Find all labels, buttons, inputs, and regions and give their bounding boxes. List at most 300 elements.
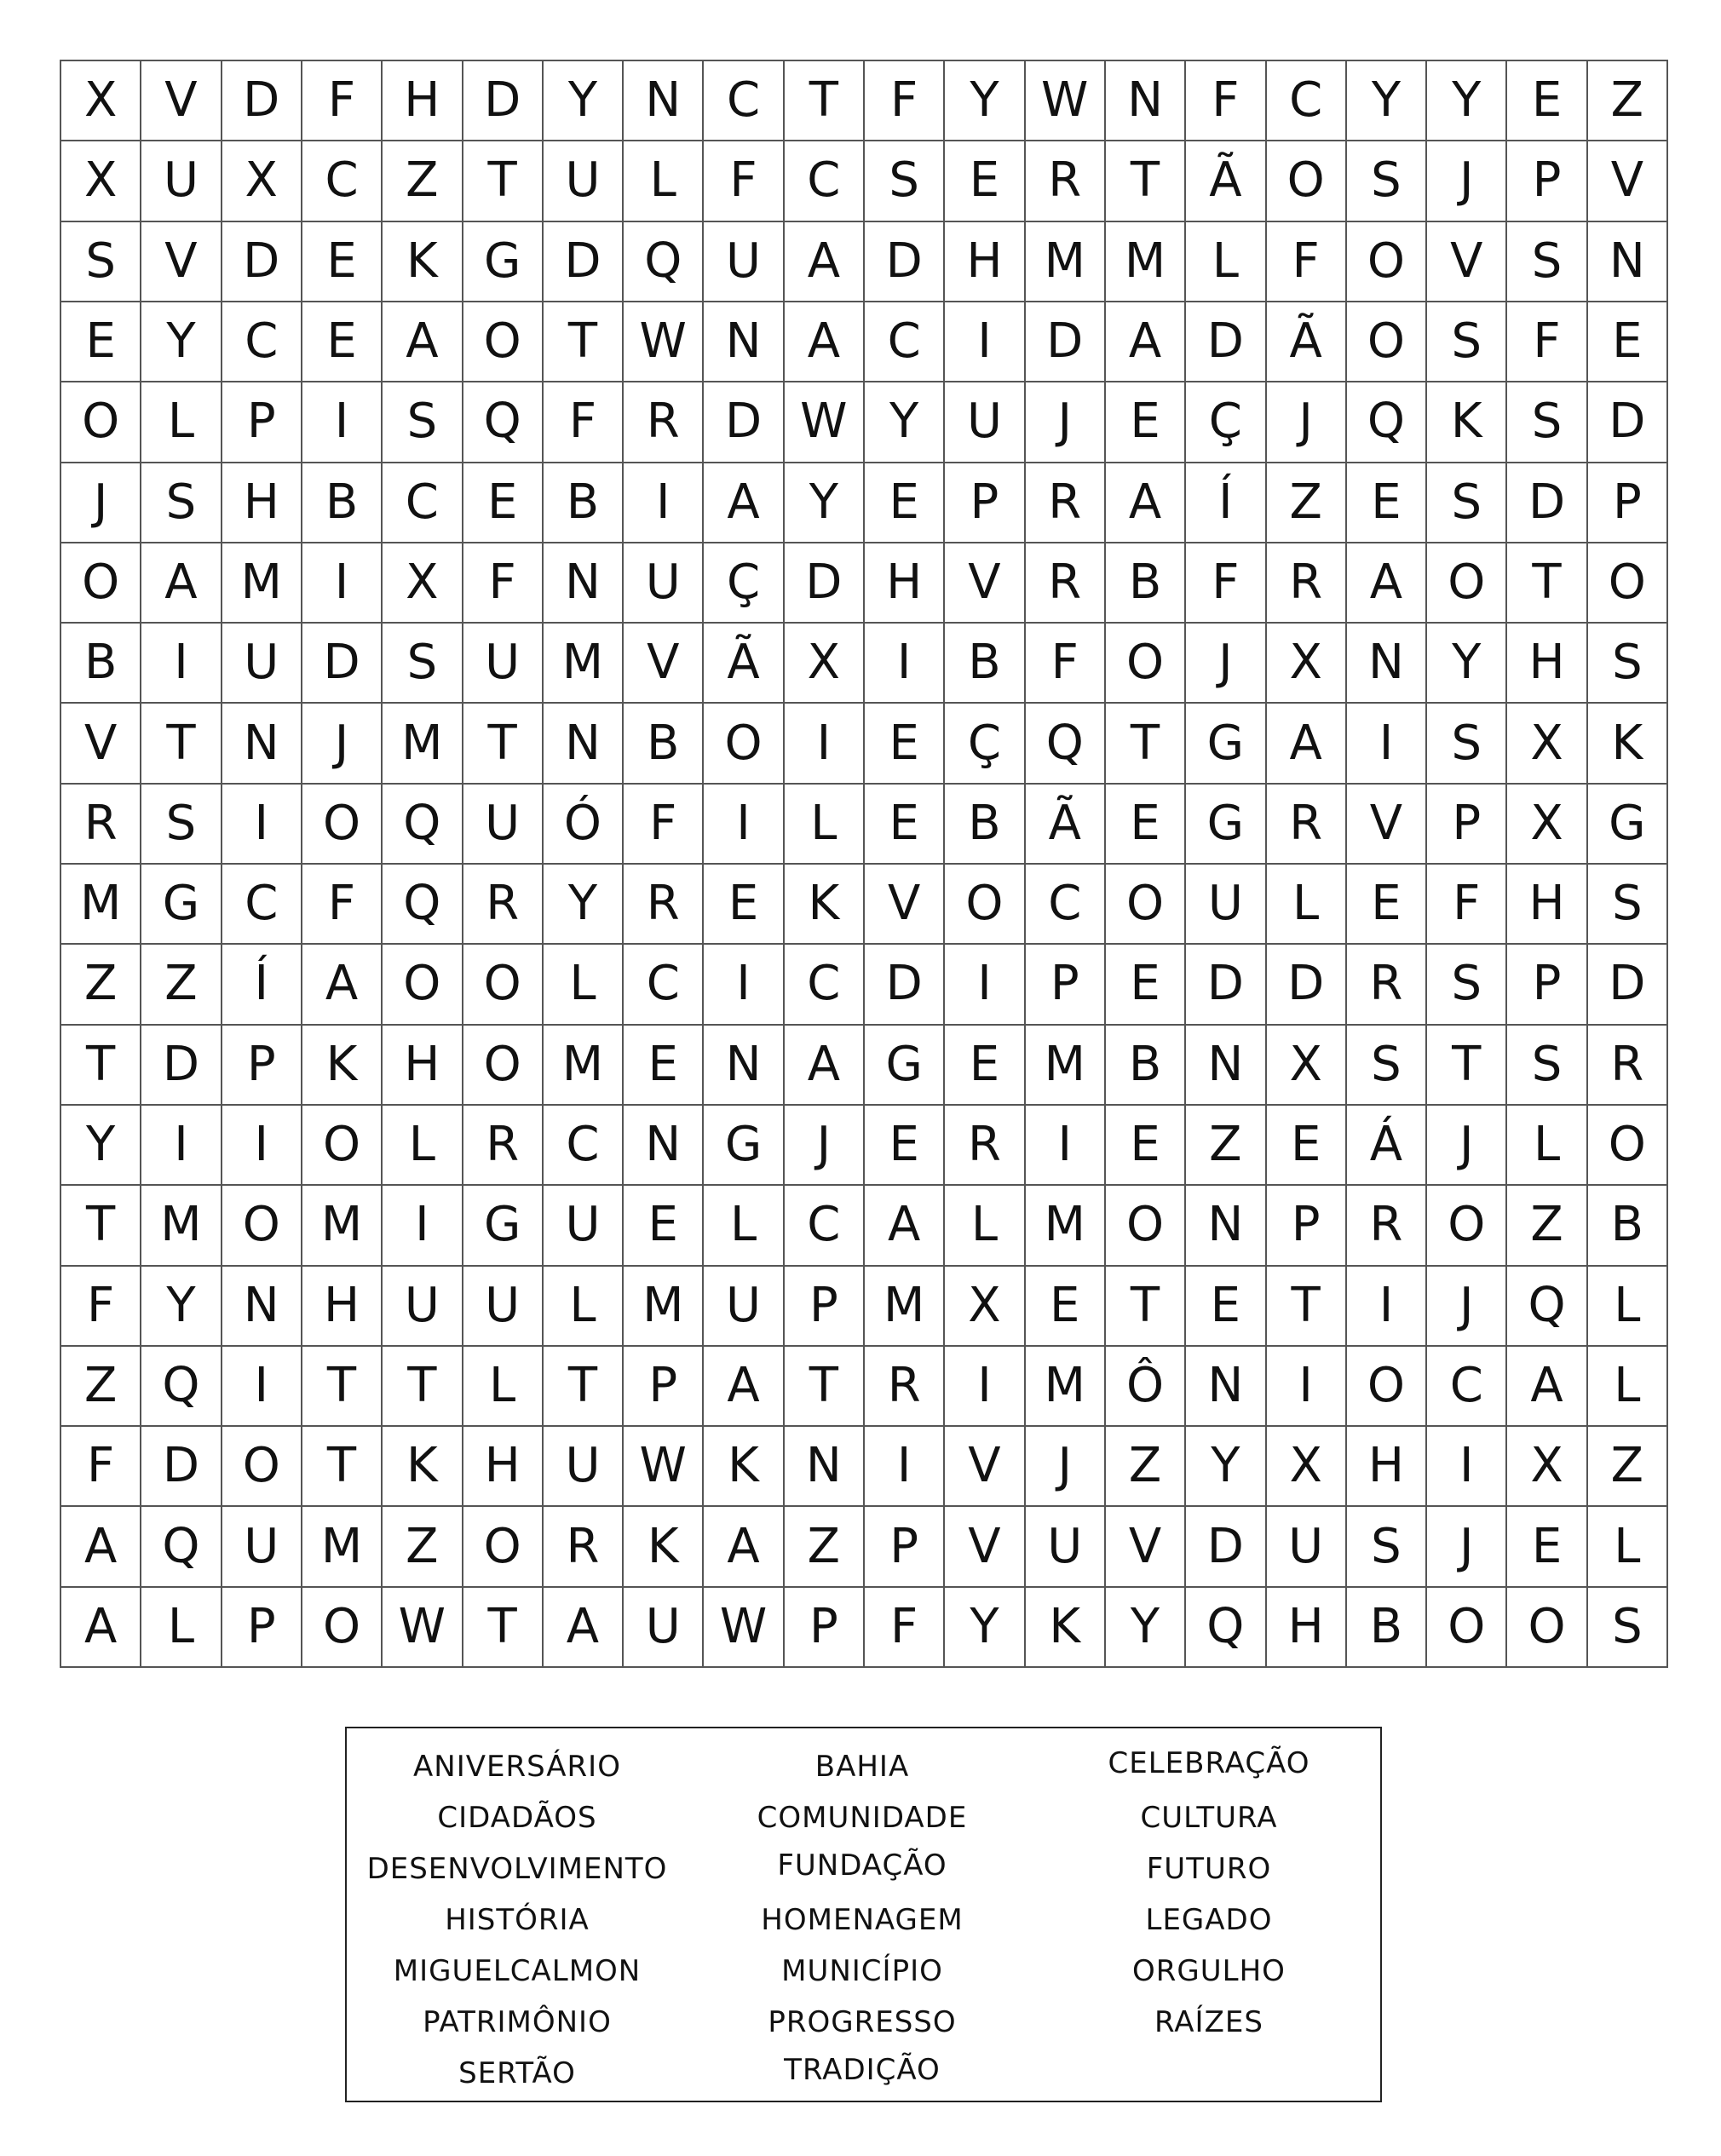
grid-cell[interactable]: N <box>785 1427 865 1507</box>
grid-cell[interactable]: M <box>383 704 463 784</box>
grid-cell[interactable]: T <box>785 61 865 141</box>
grid-cell[interactable]: E <box>302 222 383 302</box>
grid-cell[interactable]: C <box>785 945 865 1025</box>
grid-cell[interactable]: I <box>141 1106 222 1186</box>
grid-cell[interactable]: Q <box>141 1347 222 1427</box>
grid-cell[interactable]: D <box>1186 302 1266 382</box>
grid-cell[interactable]: S <box>141 785 222 865</box>
grid-cell[interactable]: N <box>222 1267 302 1347</box>
grid-cell[interactable]: P <box>1427 785 1507 865</box>
grid-cell[interactable]: Z <box>1588 1427 1668 1507</box>
grid-cell[interactable]: C <box>383 463 463 543</box>
grid-cell[interactable]: L <box>945 1186 1025 1266</box>
grid-cell[interactable]: L <box>544 1267 624 1347</box>
grid-cell[interactable]: R <box>1026 141 1106 221</box>
grid-cell[interactable]: U <box>544 1186 624 1266</box>
grid-cell[interactable]: Z <box>383 1507 463 1587</box>
grid-cell[interactable]: M <box>141 1186 222 1266</box>
grid-cell[interactable]: U <box>704 1267 784 1347</box>
grid-cell[interactable]: Ç <box>945 704 1025 784</box>
grid-cell[interactable]: P <box>222 382 302 463</box>
grid-cell[interactable]: O <box>383 945 463 1025</box>
grid-cell[interactable]: R <box>61 785 141 865</box>
grid-cell[interactable]: P <box>1588 463 1668 543</box>
grid-cell[interactable]: I <box>785 704 865 784</box>
grid-cell[interactable]: P <box>945 463 1025 543</box>
grid-cell[interactable]: C <box>1267 61 1347 141</box>
grid-cell[interactable]: A <box>302 945 383 1025</box>
grid-cell[interactable]: J <box>1427 1106 1507 1186</box>
grid-cell[interactable]: C <box>704 61 784 141</box>
grid-cell[interactable]: E <box>1507 1507 1587 1587</box>
grid-cell[interactable]: G <box>463 1186 544 1266</box>
grid-cell[interactable]: K <box>302 1026 383 1106</box>
grid-cell[interactable]: G <box>1186 704 1266 784</box>
grid-cell[interactable]: N <box>1588 222 1668 302</box>
grid-cell[interactable]: H <box>1267 1588 1347 1668</box>
grid-cell[interactable]: V <box>1106 1507 1186 1587</box>
grid-cell[interactable]: H <box>1347 1427 1427 1507</box>
grid-cell[interactable]: U <box>222 624 302 704</box>
grid-cell[interactable]: M <box>302 1186 383 1266</box>
grid-cell[interactable]: U <box>624 1588 704 1668</box>
grid-cell[interactable]: R <box>1267 543 1347 624</box>
grid-cell[interactable]: T <box>463 704 544 784</box>
grid-cell[interactable]: V <box>1347 785 1427 865</box>
grid-cell[interactable]: K <box>383 222 463 302</box>
grid-cell[interactable]: N <box>222 704 302 784</box>
grid-cell[interactable]: R <box>1026 463 1106 543</box>
grid-cell[interactable]: N <box>704 1026 784 1106</box>
grid-cell[interactable]: D <box>1588 382 1668 463</box>
grid-cell[interactable]: N <box>704 302 784 382</box>
grid-cell[interactable]: J <box>61 463 141 543</box>
grid-cell[interactable]: T <box>61 1026 141 1106</box>
grid-cell[interactable]: N <box>1186 1026 1266 1106</box>
grid-cell[interactable]: L <box>704 1186 784 1266</box>
grid-cell[interactable]: Y <box>61 1106 141 1186</box>
grid-cell[interactable]: E <box>1026 1267 1106 1347</box>
grid-cell[interactable]: O <box>61 543 141 624</box>
grid-cell[interactable]: O <box>463 945 544 1025</box>
grid-cell[interactable]: D <box>865 222 945 302</box>
grid-cell[interactable]: A <box>61 1507 141 1587</box>
grid-cell[interactable]: F <box>1507 302 1587 382</box>
grid-cell[interactable]: Y <box>945 61 1025 141</box>
grid-cell[interactable]: C <box>222 302 302 382</box>
grid-cell[interactable]: V <box>945 1507 1025 1587</box>
grid-cell[interactable]: N <box>1186 1186 1266 1266</box>
grid-cell[interactable]: P <box>865 1507 945 1587</box>
grid-cell[interactable]: B <box>544 463 624 543</box>
grid-cell[interactable]: S <box>1347 1026 1427 1106</box>
grid-cell[interactable]: C <box>865 302 945 382</box>
grid-cell[interactable]: D <box>1186 945 1266 1025</box>
grid-cell[interactable]: M <box>222 543 302 624</box>
grid-cell[interactable]: F <box>463 543 544 624</box>
grid-cell[interactable]: I <box>1347 1267 1427 1347</box>
grid-cell[interactable]: Z <box>61 1347 141 1427</box>
grid-cell[interactable]: G <box>704 1106 784 1186</box>
grid-cell[interactable]: E <box>865 785 945 865</box>
grid-cell[interactable]: J <box>1427 141 1507 221</box>
grid-cell[interactable]: O <box>1106 624 1186 704</box>
grid-cell[interactable]: S <box>1427 463 1507 543</box>
grid-cell[interactable]: E <box>865 704 945 784</box>
grid-cell[interactable]: U <box>945 382 1025 463</box>
grid-cell[interactable]: E <box>704 865 784 945</box>
grid-cell[interactable]: L <box>1588 1267 1668 1347</box>
grid-cell[interactable]: O <box>1106 1186 1186 1266</box>
grid-cell[interactable]: Z <box>785 1507 865 1587</box>
grid-cell[interactable]: I <box>383 1186 463 1266</box>
grid-cell[interactable]: A <box>1106 463 1186 543</box>
grid-cell[interactable]: J <box>1026 1427 1106 1507</box>
grid-cell[interactable]: M <box>1106 222 1186 302</box>
grid-cell[interactable]: L <box>463 1347 544 1427</box>
grid-cell[interactable]: K <box>383 1427 463 1507</box>
grid-cell[interactable]: C <box>222 865 302 945</box>
grid-cell[interactable]: A <box>704 1347 784 1427</box>
grid-cell[interactable]: A <box>61 1588 141 1668</box>
grid-cell[interactable]: X <box>1507 1427 1587 1507</box>
grid-cell[interactable]: E <box>865 463 945 543</box>
grid-cell[interactable]: I <box>624 463 704 543</box>
grid-cell[interactable]: S <box>1427 704 1507 784</box>
grid-cell[interactable]: J <box>1427 1507 1507 1587</box>
grid-cell[interactable]: T <box>463 141 544 221</box>
grid-cell[interactable]: T <box>383 1347 463 1427</box>
grid-cell[interactable]: O <box>1427 543 1507 624</box>
grid-cell[interactable]: A <box>785 222 865 302</box>
grid-cell[interactable]: Ã <box>704 624 784 704</box>
grid-cell[interactable]: S <box>1507 222 1587 302</box>
grid-cell[interactable]: C <box>1427 1347 1507 1427</box>
grid-cell[interactable]: F <box>61 1267 141 1347</box>
grid-cell[interactable]: J <box>1026 382 1106 463</box>
grid-cell[interactable]: E <box>624 1026 704 1106</box>
grid-cell[interactable]: Z <box>1106 1427 1186 1507</box>
grid-cell[interactable]: E <box>1347 463 1427 543</box>
grid-cell[interactable]: F <box>1427 865 1507 945</box>
grid-cell[interactable]: V <box>141 222 222 302</box>
grid-cell[interactable]: F <box>624 785 704 865</box>
grid-cell[interactable]: V <box>945 543 1025 624</box>
grid-cell[interactable]: D <box>704 382 784 463</box>
grid-cell[interactable]: Q <box>624 222 704 302</box>
grid-cell[interactable]: S <box>1427 945 1507 1025</box>
grid-cell[interactable]: A <box>785 1026 865 1106</box>
grid-cell[interactable]: D <box>1026 302 1106 382</box>
grid-cell[interactable]: I <box>141 624 222 704</box>
grid-cell[interactable]: S <box>865 141 945 221</box>
grid-cell[interactable]: A <box>1347 543 1427 624</box>
grid-cell[interactable]: K <box>1026 1588 1106 1668</box>
grid-cell[interactable]: Z <box>1507 1186 1587 1266</box>
grid-cell[interactable]: V <box>1427 222 1507 302</box>
grid-cell[interactable]: P <box>1026 945 1106 1025</box>
grid-cell[interactable]: Q <box>383 785 463 865</box>
grid-cell[interactable]: S <box>61 222 141 302</box>
grid-cell[interactable]: T <box>544 1347 624 1427</box>
grid-cell[interactable]: F <box>1186 61 1266 141</box>
grid-cell[interactable]: W <box>624 1427 704 1507</box>
grid-cell[interactable]: U <box>544 141 624 221</box>
grid-cell[interactable]: Q <box>463 382 544 463</box>
grid-cell[interactable]: X <box>383 543 463 624</box>
grid-cell[interactable]: E <box>1106 382 1186 463</box>
grid-cell[interactable]: F <box>1026 624 1106 704</box>
grid-cell[interactable]: P <box>1507 945 1587 1025</box>
grid-cell[interactable]: I <box>222 785 302 865</box>
grid-cell[interactable]: S <box>1347 1507 1427 1587</box>
grid-cell[interactable]: F <box>302 865 383 945</box>
grid-cell[interactable]: T <box>544 302 624 382</box>
grid-cell[interactable]: D <box>463 61 544 141</box>
grid-cell[interactable]: P <box>222 1026 302 1106</box>
grid-cell[interactable]: I <box>302 543 383 624</box>
grid-cell[interactable]: H <box>463 1427 544 1507</box>
grid-cell[interactable]: P <box>785 1588 865 1668</box>
grid-cell[interactable]: D <box>302 624 383 704</box>
grid-cell[interactable]: W <box>624 302 704 382</box>
grid-cell[interactable]: E <box>1507 61 1587 141</box>
grid-cell[interactable]: H <box>222 463 302 543</box>
grid-cell[interactable]: F <box>544 382 624 463</box>
grid-cell[interactable]: Ç <box>1186 382 1266 463</box>
grid-cell[interactable]: Q <box>383 865 463 945</box>
grid-cell[interactable]: I <box>1427 1427 1507 1507</box>
grid-cell[interactable]: O <box>302 785 383 865</box>
grid-cell[interactable]: Á <box>1347 1106 1427 1186</box>
grid-cell[interactable]: T <box>1106 141 1186 221</box>
grid-cell[interactable]: G <box>463 222 544 302</box>
grid-cell[interactable]: F <box>302 61 383 141</box>
grid-cell[interactable]: E <box>61 302 141 382</box>
grid-cell[interactable]: A <box>785 302 865 382</box>
grid-cell[interactable]: W <box>1026 61 1106 141</box>
grid-cell[interactable]: X <box>945 1267 1025 1347</box>
grid-cell[interactable]: O <box>704 704 784 784</box>
grid-cell[interactable]: D <box>141 1427 222 1507</box>
grid-cell[interactable]: U <box>624 543 704 624</box>
grid-cell[interactable]: A <box>1507 1347 1587 1427</box>
grid-cell[interactable]: H <box>383 61 463 141</box>
grid-cell[interactable]: C <box>785 141 865 221</box>
grid-cell[interactable]: Q <box>1186 1588 1266 1668</box>
grid-cell[interactable]: T <box>1267 1267 1347 1347</box>
grid-cell[interactable]: N <box>1186 1347 1266 1427</box>
grid-cell[interactable]: J <box>1186 624 1266 704</box>
grid-cell[interactable]: R <box>1347 1186 1427 1266</box>
grid-cell[interactable]: V <box>624 624 704 704</box>
grid-cell[interactable]: Ã <box>1267 302 1347 382</box>
grid-cell[interactable]: I <box>865 624 945 704</box>
grid-cell[interactable]: M <box>624 1267 704 1347</box>
grid-cell[interactable]: D <box>222 222 302 302</box>
grid-cell[interactable]: D <box>544 222 624 302</box>
grid-cell[interactable]: T <box>785 1347 865 1427</box>
grid-cell[interactable]: B <box>61 624 141 704</box>
grid-cell[interactable]: R <box>945 1106 1025 1186</box>
grid-cell[interactable]: S <box>1347 141 1427 221</box>
grid-cell[interactable]: T <box>463 1588 544 1668</box>
grid-cell[interactable]: G <box>1186 785 1266 865</box>
grid-cell[interactable]: O <box>302 1588 383 1668</box>
grid-cell[interactable]: Q <box>1347 382 1427 463</box>
grid-cell[interactable]: E <box>1106 1106 1186 1186</box>
grid-cell[interactable]: R <box>1267 785 1347 865</box>
grid-cell[interactable]: R <box>463 865 544 945</box>
grid-cell[interactable]: N <box>544 543 624 624</box>
grid-cell[interactable]: A <box>383 302 463 382</box>
grid-cell[interactable]: T <box>141 704 222 784</box>
grid-cell[interactable]: K <box>624 1507 704 1587</box>
grid-cell[interactable]: E <box>1186 1267 1266 1347</box>
grid-cell[interactable]: V <box>61 704 141 784</box>
grid-cell[interactable]: O <box>222 1186 302 1266</box>
grid-cell[interactable]: M <box>1026 222 1106 302</box>
grid-cell[interactable]: Y <box>1347 61 1427 141</box>
grid-cell[interactable]: R <box>1588 1026 1668 1106</box>
grid-cell[interactable]: I <box>1267 1347 1347 1427</box>
grid-cell[interactable]: Z <box>1588 61 1668 141</box>
grid-cell[interactable]: V <box>945 1427 1025 1507</box>
grid-cell[interactable]: J <box>1267 382 1347 463</box>
grid-cell[interactable]: C <box>785 1186 865 1266</box>
grid-cell[interactable]: L <box>141 382 222 463</box>
grid-cell[interactable]: E <box>865 1106 945 1186</box>
grid-cell[interactable]: D <box>1267 945 1347 1025</box>
grid-cell[interactable]: Y <box>1106 1588 1186 1668</box>
grid-cell[interactable]: D <box>141 1026 222 1106</box>
grid-cell[interactable]: E <box>1588 302 1668 382</box>
grid-cell[interactable]: X <box>61 141 141 221</box>
grid-cell[interactable]: X <box>785 624 865 704</box>
grid-cell[interactable]: O <box>1347 1347 1427 1427</box>
grid-cell[interactable]: L <box>1588 1507 1668 1587</box>
grid-cell[interactable]: I <box>865 1427 945 1507</box>
grid-cell[interactable]: E <box>1106 945 1186 1025</box>
grid-cell[interactable]: O <box>945 865 1025 945</box>
grid-cell[interactable]: Z <box>1186 1106 1266 1186</box>
grid-cell[interactable]: E <box>302 302 383 382</box>
grid-cell[interactable]: S <box>1588 624 1668 704</box>
grid-cell[interactable]: K <box>1427 382 1507 463</box>
grid-cell[interactable]: Q <box>1507 1267 1587 1347</box>
grid-cell[interactable]: O <box>1588 543 1668 624</box>
grid-cell[interactable]: O <box>1347 302 1427 382</box>
grid-cell[interactable]: A <box>704 1507 784 1587</box>
grid-cell[interactable]: O <box>1347 222 1427 302</box>
grid-cell[interactable]: D <box>1588 945 1668 1025</box>
grid-cell[interactable]: X <box>1507 785 1587 865</box>
grid-cell[interactable]: Ã <box>1186 141 1266 221</box>
grid-cell[interactable]: D <box>1507 463 1587 543</box>
grid-cell[interactable]: I <box>302 382 383 463</box>
grid-cell[interactable]: B <box>1347 1588 1427 1668</box>
grid-cell[interactable]: E <box>1267 1106 1347 1186</box>
grid-cell[interactable]: Y <box>1427 61 1507 141</box>
grid-cell[interactable]: G <box>141 865 222 945</box>
grid-cell[interactable]: N <box>1347 624 1427 704</box>
grid-cell[interactable]: L <box>544 945 624 1025</box>
grid-cell[interactable]: N <box>1106 61 1186 141</box>
grid-cell[interactable]: S <box>1507 1026 1587 1106</box>
grid-cell[interactable]: Ô <box>1106 1347 1186 1427</box>
grid-cell[interactable]: X <box>1267 1427 1347 1507</box>
grid-cell[interactable]: U <box>1267 1507 1347 1587</box>
grid-cell[interactable]: A <box>1267 704 1347 784</box>
grid-cell[interactable]: R <box>1026 543 1106 624</box>
grid-cell[interactable]: I <box>945 1347 1025 1427</box>
grid-cell[interactable]: O <box>222 1427 302 1507</box>
grid-cell[interactable]: G <box>1588 785 1668 865</box>
grid-cell[interactable]: V <box>865 865 945 945</box>
grid-cell[interactable]: Q <box>141 1507 222 1587</box>
grid-cell[interactable]: A <box>544 1588 624 1668</box>
grid-cell[interactable]: U <box>222 1507 302 1587</box>
grid-cell[interactable]: I <box>222 1347 302 1427</box>
grid-cell[interactable]: D <box>865 945 945 1025</box>
grid-cell[interactable]: B <box>624 704 704 784</box>
grid-cell[interactable]: E <box>945 1026 1025 1106</box>
grid-cell[interactable]: D <box>1186 1507 1266 1587</box>
grid-cell[interactable]: X <box>222 141 302 221</box>
grid-cell[interactable]: C <box>302 141 383 221</box>
grid-cell[interactable]: U <box>1186 865 1266 945</box>
grid-cell[interactable]: O <box>463 1507 544 1587</box>
grid-cell[interactable]: R <box>624 382 704 463</box>
grid-cell[interactable]: Y <box>865 382 945 463</box>
grid-cell[interactable]: F <box>865 61 945 141</box>
grid-cell[interactable]: B <box>945 624 1025 704</box>
grid-cell[interactable]: L <box>1186 222 1266 302</box>
grid-cell[interactable]: O <box>1427 1186 1507 1266</box>
grid-cell[interactable]: Ç <box>704 543 784 624</box>
grid-cell[interactable]: H <box>383 1026 463 1106</box>
grid-cell[interactable]: X <box>61 61 141 141</box>
grid-cell[interactable]: U <box>544 1427 624 1507</box>
grid-cell[interactable]: P <box>624 1347 704 1427</box>
grid-cell[interactable]: X <box>1267 1026 1347 1106</box>
grid-cell[interactable]: R <box>544 1507 624 1587</box>
grid-cell[interactable]: A <box>141 543 222 624</box>
grid-cell[interactable]: N <box>624 1106 704 1186</box>
grid-cell[interactable]: W <box>383 1588 463 1668</box>
grid-cell[interactable]: S <box>141 463 222 543</box>
grid-cell[interactable]: W <box>785 382 865 463</box>
grid-cell[interactable]: Y <box>141 302 222 382</box>
grid-cell[interactable]: A <box>704 463 784 543</box>
grid-cell[interactable]: T <box>302 1427 383 1507</box>
grid-cell[interactable]: R <box>463 1106 544 1186</box>
grid-cell[interactable]: O <box>61 382 141 463</box>
grid-cell[interactable]: P <box>1507 141 1587 221</box>
grid-cell[interactable]: M <box>544 624 624 704</box>
grid-cell[interactable]: T <box>1427 1026 1507 1106</box>
grid-cell[interactable]: S <box>1588 1588 1668 1668</box>
grid-cell[interactable]: V <box>141 61 222 141</box>
grid-cell[interactable]: F <box>61 1427 141 1507</box>
grid-cell[interactable]: E <box>1347 865 1427 945</box>
grid-cell[interactable]: C <box>544 1106 624 1186</box>
grid-cell[interactable]: T <box>61 1186 141 1266</box>
grid-cell[interactable]: X <box>1507 704 1587 784</box>
grid-cell[interactable]: H <box>1507 624 1587 704</box>
grid-cell[interactable]: G <box>865 1026 945 1106</box>
grid-cell[interactable]: K <box>1588 704 1668 784</box>
